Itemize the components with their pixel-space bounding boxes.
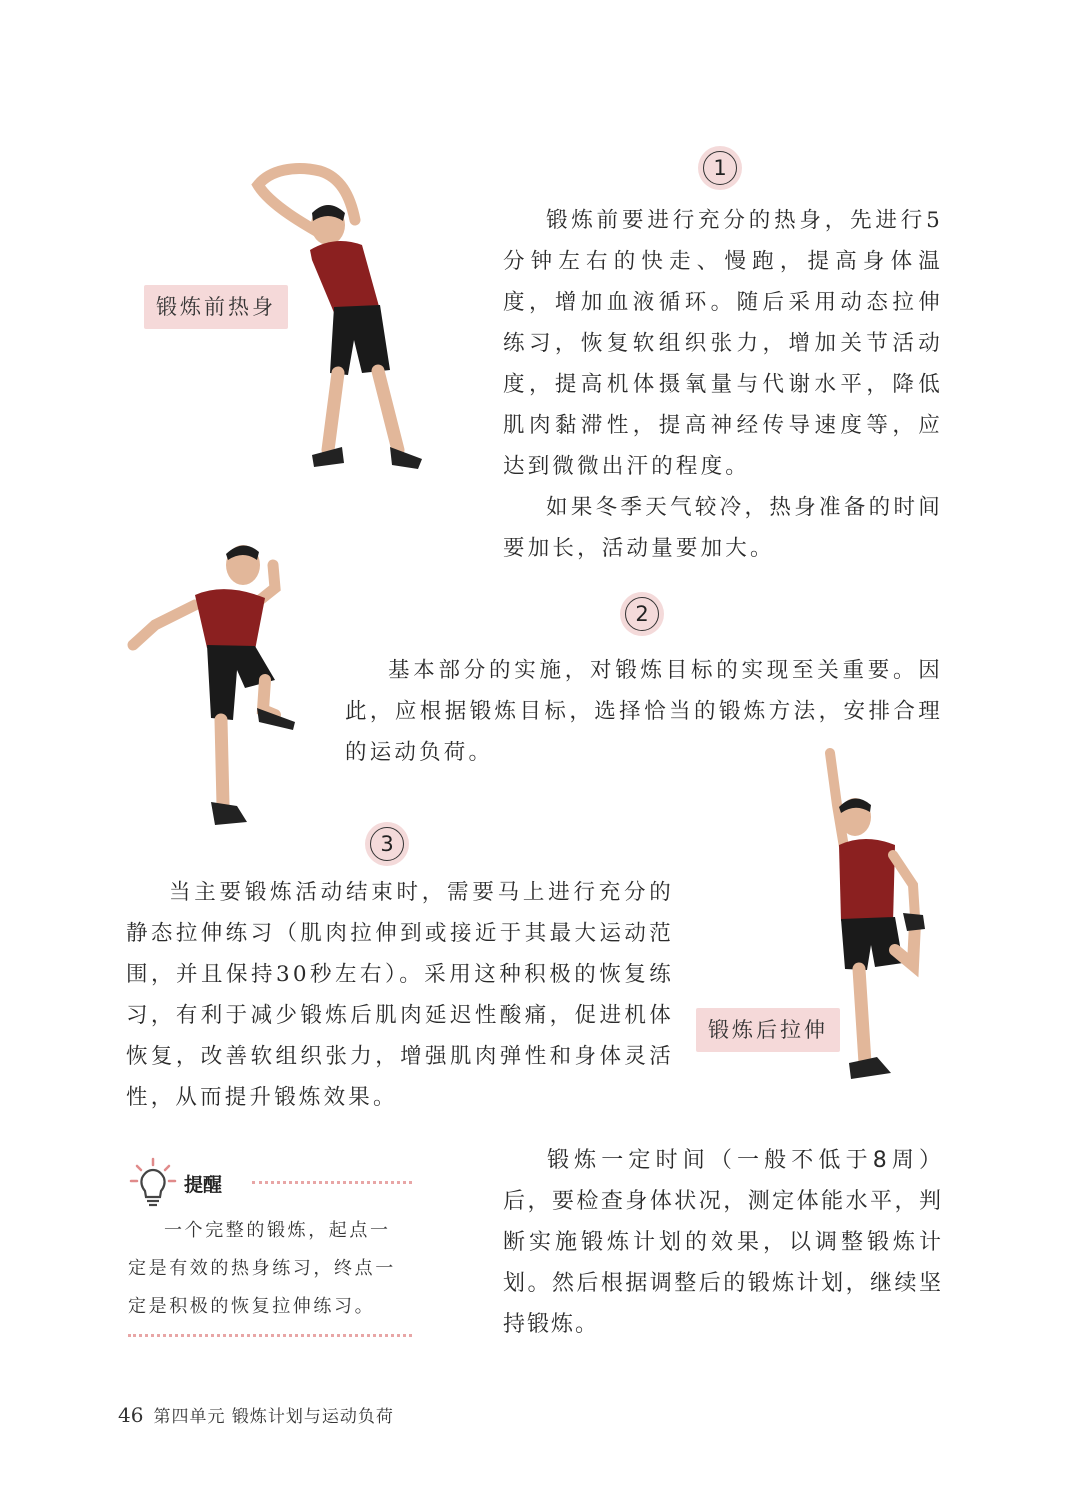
quad-stretch-figure [815, 745, 935, 1085]
warmup-stretch-figure [250, 165, 440, 475]
section-3-text [126, 872, 674, 1118]
high-knee-figure [125, 540, 305, 835]
tip-bottom-divider [128, 1334, 412, 1337]
page-footer [118, 1402, 394, 1427]
page-number: 46 [118, 1403, 144, 1427]
section-1-text [503, 200, 943, 569]
tip-top-divider [252, 1181, 412, 1184]
section-3-paragraph: 当主要锻炼活动结束时，需要马上进行充分的静态拉伸练习（肌肉拉伸到或接近于其最大运动范围，并且保持30秒左右）。采用这种积极的恢复练习，有利于减少锻炼后肌肉延迟性酸痛，促进机体恢复，改善软组织张力，增强肌肉弹性和身体灵活性，从而提升锻炼效果。 [126, 880, 674, 1110]
section-1-paragraph: 锻炼前要进行充分的热身，先进行5分钟左右的快走、慢跑，提高身体温度，增加血液循环。随后采用动态拉伸练习，恢复软组织张力，增加关节活动度，提高机体摄氧量与代谢水平，降低肌肉黏滞性，提高神经传导速度等，应达到微微出汗的程度。 [503, 208, 943, 479]
tip-title: 提醒 [184, 1173, 223, 1196]
section-2-paragraph: 基本部分的实施，对锻炼目标的实现至关重要。因此，应根据锻炼目标，选择恰当的锻炼方法，安排合理的运动负荷。 [345, 658, 943, 765]
section-number-2: 2 [620, 592, 664, 636]
cooldown-label: 锻炼后拉伸 [696, 1008, 840, 1052]
tip-header [128, 1157, 222, 1209]
chapter-title: 第四单元 锻炼计划与运动负荷 [153, 1407, 394, 1427]
closing-text [503, 1140, 943, 1345]
lightbulb-icon [128, 1157, 178, 1209]
section-1-paragraph: 如果冬季天气较冷，热身准备的时间要加长，活动量要加大。 [503, 495, 943, 561]
tip-text [128, 1212, 410, 1326]
section-number-3: 3 [365, 822, 409, 866]
section-number-1: 1 [698, 146, 742, 190]
warmup-label: 锻炼前热身 [144, 285, 288, 329]
tip-paragraph: 一个完整的锻炼，起点一定是有效的热身练习，终点一定是积极的恢复拉伸练习。 [128, 1220, 396, 1317]
closing-paragraph: 锻炼一定时间（一般不低于8周）后，要检查身体状况，测定体能水平，判断实施锻炼计划的效果，以调整锻炼计划。然后根据调整后的锻炼计划，继续坚持锻炼。 [503, 1148, 943, 1337]
